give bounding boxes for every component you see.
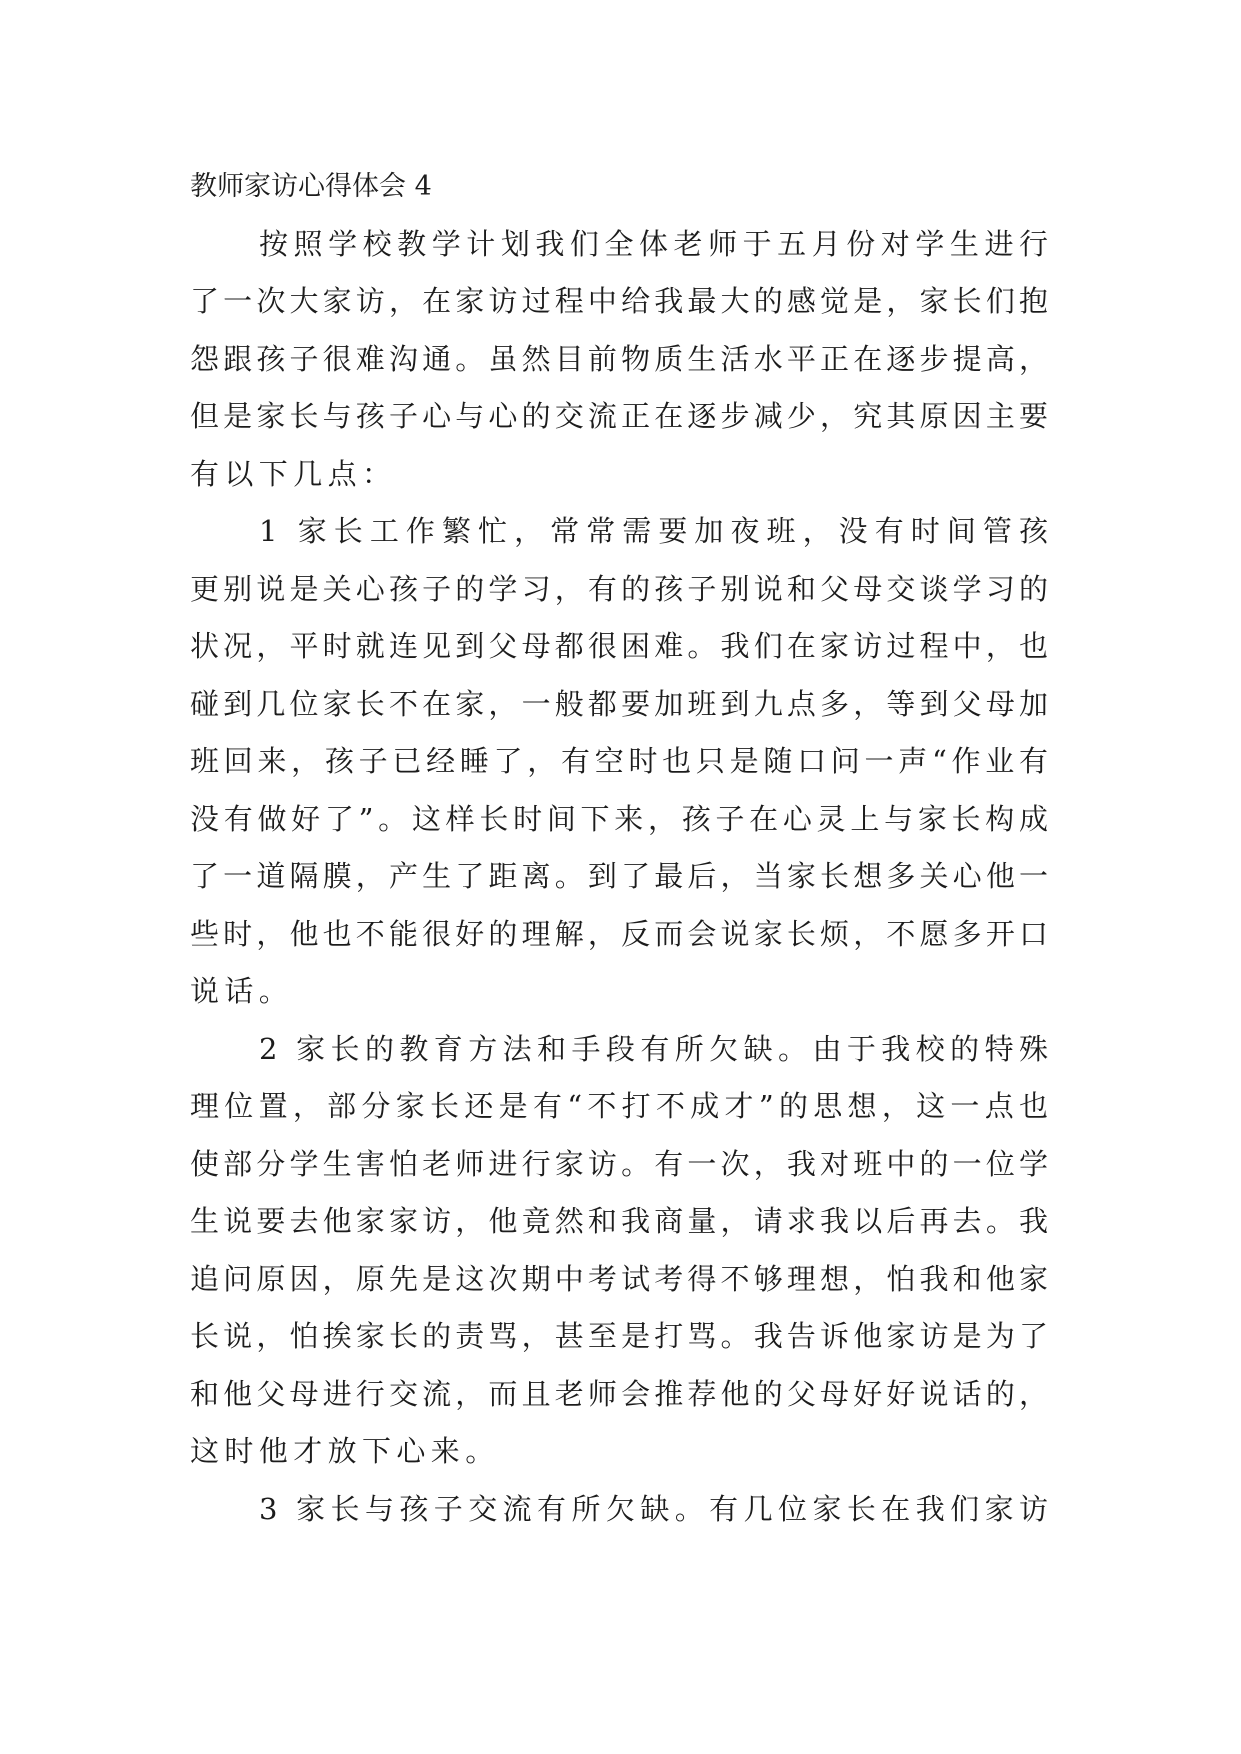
paragraph-2 (190, 503, 1052, 1021)
paragraph-line: 但是家长与孩子心与心的交流正在逐步减少，究其原因主要 (190, 399, 1052, 433)
paragraph-line: 没有做好了”。这样长时间下来，孩子在心灵上与家长构成 (190, 801, 1052, 836)
paragraph-line: 1 家长工作繁忙，常常需要加夜班，没有时间管孩 (259, 514, 1052, 548)
paragraph-line: 这时他才放下心来。 (190, 1434, 500, 1468)
paragraph-line: 长说，怕挨家长的责骂，甚至是打骂。我告诉他家访是为了 (190, 1319, 1052, 1353)
paragraph-line: 了一次大家访，在家访过程中给我最大的感觉是，家长们抱 (190, 284, 1052, 318)
paragraph-line: 追问原因，原先是这次期中考试考得不够理想，怕我和他家 (190, 1261, 1052, 1296)
paragraph-line: 怨跟孩子很难沟通。虽然目前物质生活水平正在逐步提高， (190, 341, 1052, 376)
paragraph-4 (190, 1481, 1052, 1539)
paragraph-line: 了一道隔膜，产生了距离。到了最后，当家长想多关心他一 (190, 859, 1052, 893)
paragraph-line: 按照学校教学计划我们全体老师于五月份对学生进行 (259, 226, 1052, 261)
paragraph-line: 说话。 (190, 974, 294, 1008)
paragraph-line: 状况，平时就连见到父母都很困难。我们在家访过程中，也 (190, 629, 1052, 663)
paragraph-1 (190, 216, 1052, 504)
document-body (190, 158, 1052, 1538)
paragraph-line: 和他父母进行交流，而且老师会推荐他的父母好好说话的， (190, 1376, 1052, 1411)
paragraph-line: 理位置，部分家长还是有“不打不成才”的思想，这一点也 (190, 1089, 1052, 1123)
paragraph-line: 有以下几点： (190, 456, 397, 491)
paragraph-line: 生说要去他家家访，他竟然和我商量，请求我以后再去。我 (190, 1204, 1052, 1238)
paragraph-line: 碰到几位家长不在家，一般都要加班到九点多，等到父母加 (190, 686, 1052, 721)
paragraph-line: 2 家长的教育方法和手段有所欠缺。由于我校的特殊 (259, 1031, 1052, 1066)
paragraph-line: 使部分学生害怕老师进行家访。有一次，我对班中的一位学 (190, 1146, 1052, 1181)
paragraph-3 (190, 1021, 1052, 1481)
paragraph-line: 些时，他也不能很好的理解，反而会说家长烦，不愿多开口 (190, 916, 1052, 951)
paragraph-line: 3 家长与孩子交流有所欠缺。有几位家长在我们家访 (259, 1491, 1052, 1526)
paragraph-line: 更别说是关心孩子的学习，有的孩子别说和父母交谈学习的 (190, 571, 1052, 606)
paragraph-line: 班回来，孩子已经睡了，有空时也只是随口问一声“作业有 (190, 744, 1052, 778)
document-title: 教师家访心得体会 4 (190, 171, 432, 202)
